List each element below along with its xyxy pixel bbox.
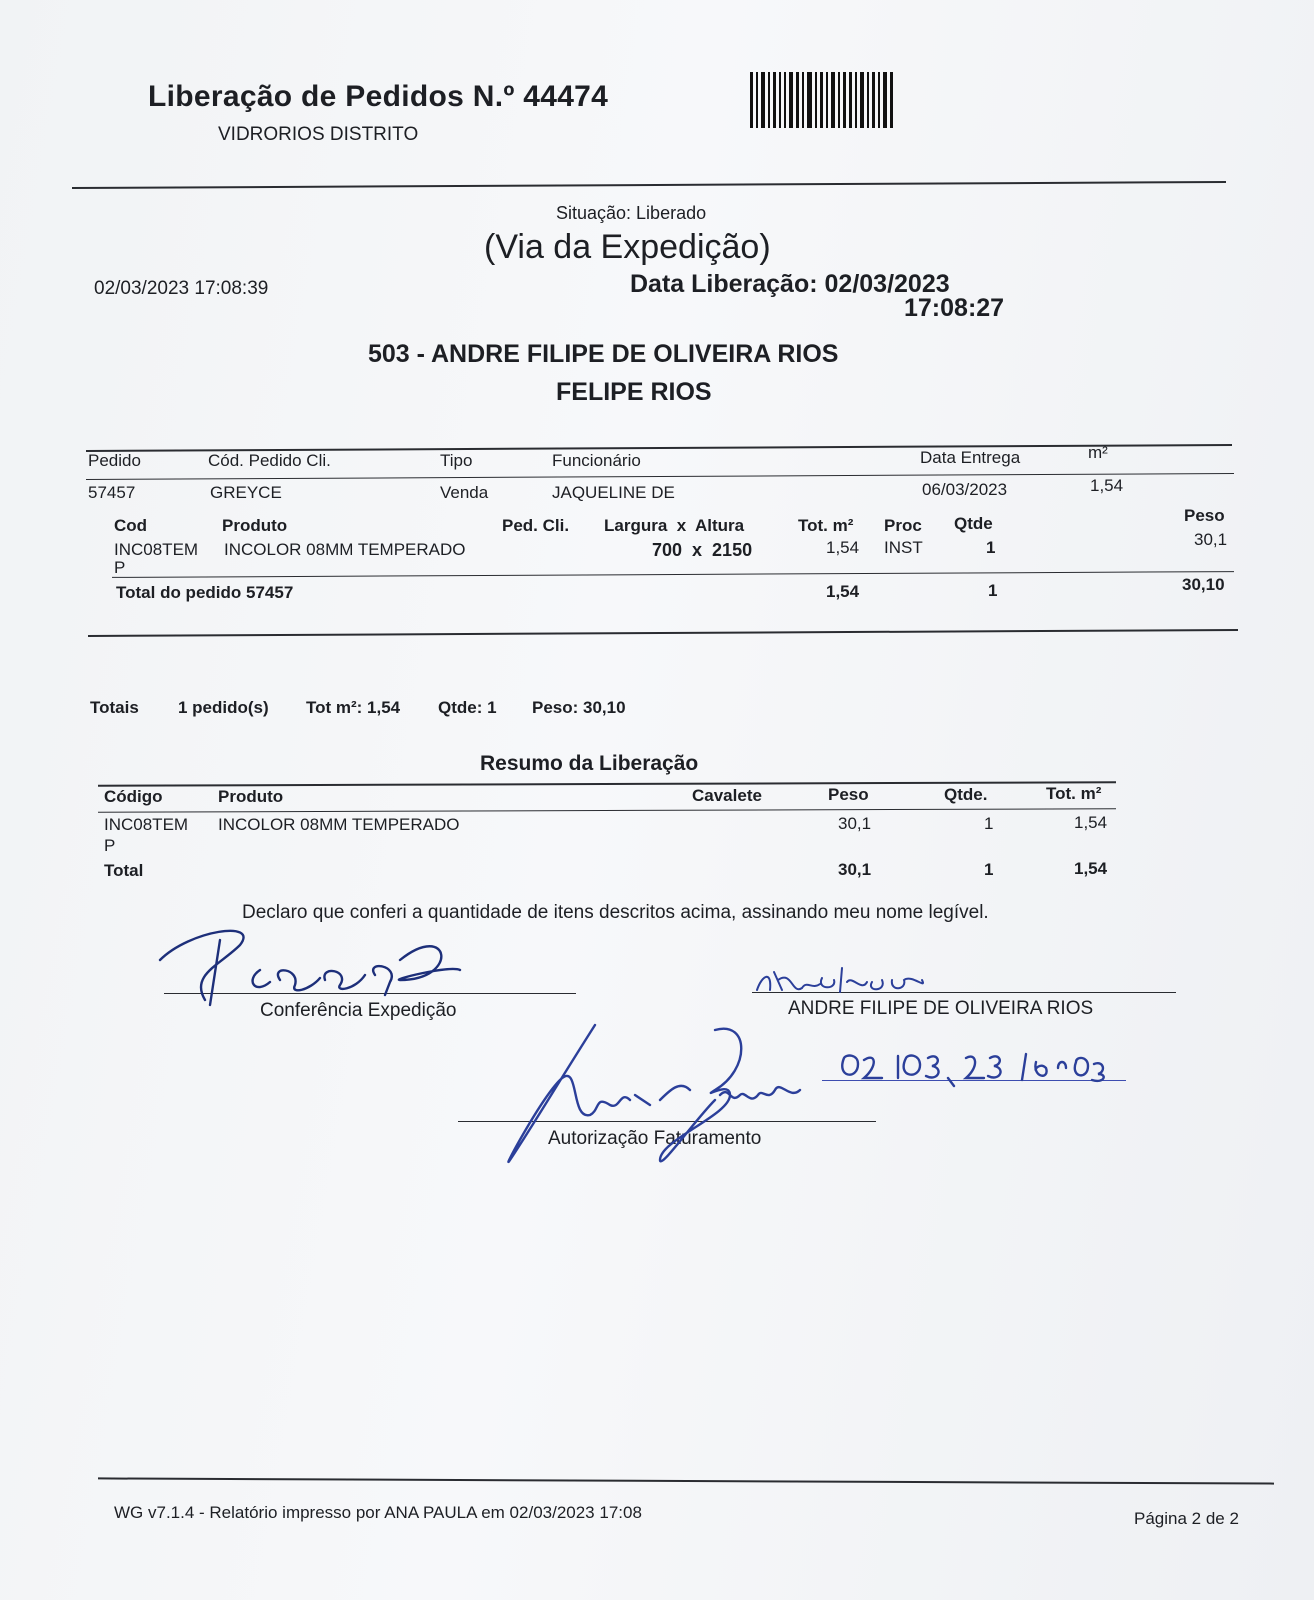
resumo-produto: INCOLOR 08MM TEMPERADO bbox=[218, 815, 460, 834]
order-total-qtde: 1 bbox=[988, 581, 998, 600]
resumo-qtde: 1 bbox=[984, 814, 994, 833]
autorizacao-label: Autorização Faturamento bbox=[548, 1128, 762, 1149]
order-cod-pedido-cli: GREYCE bbox=[210, 483, 282, 502]
footer-printed-by: WG v7.1.4 - Relatório impresso por ANA PAULA em 02/03/2023 17:08 bbox=[114, 1503, 642, 1522]
col-header-pedido: Pedido bbox=[88, 451, 141, 470]
printed-datetime: 02/03/2023 17:08:39 bbox=[94, 278, 269, 299]
barcode-bar bbox=[878, 72, 880, 128]
barcode-bar bbox=[796, 72, 799, 128]
item-header-proc: Proc bbox=[884, 516, 922, 535]
order-header-rule bbox=[86, 473, 1234, 480]
order-total-label: Total do pedido 57457 bbox=[116, 583, 294, 602]
conferencia-signature-icon bbox=[150, 920, 470, 1010]
barcode-bar bbox=[867, 72, 869, 128]
col-header-data-entrega: Data Entrega bbox=[920, 448, 1021, 467]
item-header-ped-cli: Ped. Cli. bbox=[502, 516, 570, 535]
col-header-funcionario: Funcionário bbox=[552, 451, 641, 470]
resumo-codigo-line2: P bbox=[104, 836, 116, 855]
item-header-tot-m2: Tot. m² bbox=[798, 516, 854, 535]
item-header-largura-altura: Largura x Altura bbox=[604, 516, 745, 535]
resumo-header-tot-m2: Tot. m² bbox=[1046, 784, 1102, 803]
barcode-bar bbox=[789, 72, 793, 128]
barcode-image bbox=[750, 72, 954, 128]
item-header-cod: Cod bbox=[114, 516, 148, 535]
barcode-bar bbox=[784, 72, 786, 128]
conferencia-label: Conferência Expedição bbox=[260, 1000, 457, 1021]
totais-peso: Peso: 30,10 bbox=[532, 698, 626, 717]
barcode-bar bbox=[768, 72, 770, 128]
item-peso: 30,1 bbox=[1194, 530, 1228, 549]
order-funcionario: JAQUELINE DE bbox=[552, 483, 675, 502]
order-total-m2: 1,54 bbox=[826, 582, 860, 601]
barcode-bar bbox=[820, 72, 823, 128]
item-produto: INCOLOR 08MM TEMPERADO bbox=[224, 540, 466, 559]
situacao-text: Situação: Liberado bbox=[556, 203, 707, 223]
item-header-peso: Peso bbox=[1184, 506, 1225, 525]
barcode-bar bbox=[831, 72, 835, 128]
totais-qtde: Qtde: 1 bbox=[438, 698, 497, 717]
item-header-qtde: Qtde bbox=[954, 514, 993, 533]
barcode-bar bbox=[773, 72, 776, 128]
resumo-header-rule bbox=[98, 808, 1116, 813]
cliente-signature-icon bbox=[752, 960, 942, 1000]
resumo-header-codigo: Código bbox=[104, 787, 163, 806]
resumo-total-peso: 30,1 bbox=[838, 860, 872, 879]
cliente-name: 503 - ANDRE FILIPE DE OLIVEIRA RIOS bbox=[368, 340, 839, 368]
item-cod-line2: P bbox=[114, 558, 126, 577]
header-divider bbox=[72, 181, 1226, 189]
item-largura-altura: 700 x 2150 bbox=[652, 540, 753, 560]
col-header-cod-pedido-cli: Cód. Pedido Cli. bbox=[208, 451, 331, 470]
barcode-bar bbox=[750, 72, 753, 128]
cliente-apelido: FELIPE RIOS bbox=[556, 378, 712, 406]
col-header-tipo: Tipo bbox=[440, 451, 473, 470]
barcode-bar bbox=[826, 72, 828, 128]
item-tot-m2: 1,54 bbox=[826, 538, 860, 557]
order-tipo: Venda bbox=[440, 483, 489, 502]
resumo-total-tot-m2: 1,54 bbox=[1074, 859, 1108, 878]
totais-tot-m2: Tot m²: 1,54 bbox=[306, 698, 401, 717]
item-proc: INST bbox=[884, 538, 923, 557]
barcode-bar bbox=[855, 72, 857, 128]
resumo-codigo-line1: INC08TEM bbox=[104, 815, 189, 834]
totais-pedidos: 1 pedido(s) bbox=[178, 698, 269, 717]
declaracao-text: Declaro que conferi a quantidade de itens descritos acima, assinando meu nome legível. bbox=[242, 902, 989, 923]
barcode-bar bbox=[761, 72, 765, 128]
order-m2: 1,54 bbox=[1090, 476, 1124, 495]
handwritten-date-icon bbox=[836, 1048, 1146, 1088]
page-number: Página 2 de 2 bbox=[1134, 1509, 1239, 1528]
resumo-header-produto: Produto bbox=[218, 787, 284, 806]
order-pedido: 57457 bbox=[88, 483, 136, 502]
resumo-total-qtde: 1 bbox=[984, 860, 994, 879]
barcode-bar bbox=[843, 72, 846, 128]
barcode-bar bbox=[815, 72, 817, 128]
barcode-bar bbox=[756, 72, 758, 128]
item-header-produto: Produto bbox=[222, 516, 288, 535]
footer-rule bbox=[98, 1477, 1274, 1484]
autorizacao-signature-icon bbox=[500, 1020, 830, 1170]
order-bottom-rule bbox=[88, 629, 1238, 637]
totais-label: Totais bbox=[90, 698, 139, 717]
data-liberacao: Data Liberação: 02/03/2023 bbox=[630, 270, 950, 298]
item-cod-line1: INC08TEM bbox=[114, 540, 199, 559]
barcode-bar bbox=[807, 72, 812, 128]
resumo-header-peso: Peso bbox=[828, 785, 869, 804]
barcode-bar bbox=[802, 72, 804, 128]
resumo-header-cavalete: Cavalete bbox=[692, 786, 762, 805]
via-title: (Via da Expedição) bbox=[484, 228, 771, 266]
barcode-bar bbox=[890, 72, 893, 128]
company-name: VIDRORIOS DISTRITO bbox=[218, 124, 419, 145]
item-total-rule bbox=[112, 571, 1234, 578]
col-header-m2: m² bbox=[1088, 443, 1108, 462]
barcode-bar bbox=[860, 72, 864, 128]
resumo-header-qtde: Qtde. bbox=[944, 785, 988, 804]
cliente-label: ANDRE FILIPE DE OLIVEIRA RIOS bbox=[788, 998, 1094, 1019]
barcode-bar bbox=[838, 72, 840, 128]
barcode-bar bbox=[779, 72, 781, 128]
item-qtde: 1 bbox=[986, 538, 996, 557]
barcode-bar bbox=[883, 72, 887, 128]
resumo-title: Resumo da Liberação bbox=[480, 752, 699, 775]
order-data-entrega: 06/03/2023 bbox=[922, 480, 1008, 499]
barcode-bar bbox=[849, 72, 852, 128]
data-liberacao-time: 17:08:27 bbox=[904, 294, 1005, 322]
resumo-peso: 30,1 bbox=[838, 814, 872, 833]
resumo-tot-m2: 1,54 bbox=[1074, 813, 1108, 832]
resumo-total-label: Total bbox=[104, 861, 144, 880]
document-title: Liberação de Pedidos N.º 44474 bbox=[148, 80, 609, 113]
order-total-peso: 30,10 bbox=[1182, 575, 1225, 594]
barcode-bar bbox=[872, 72, 875, 128]
